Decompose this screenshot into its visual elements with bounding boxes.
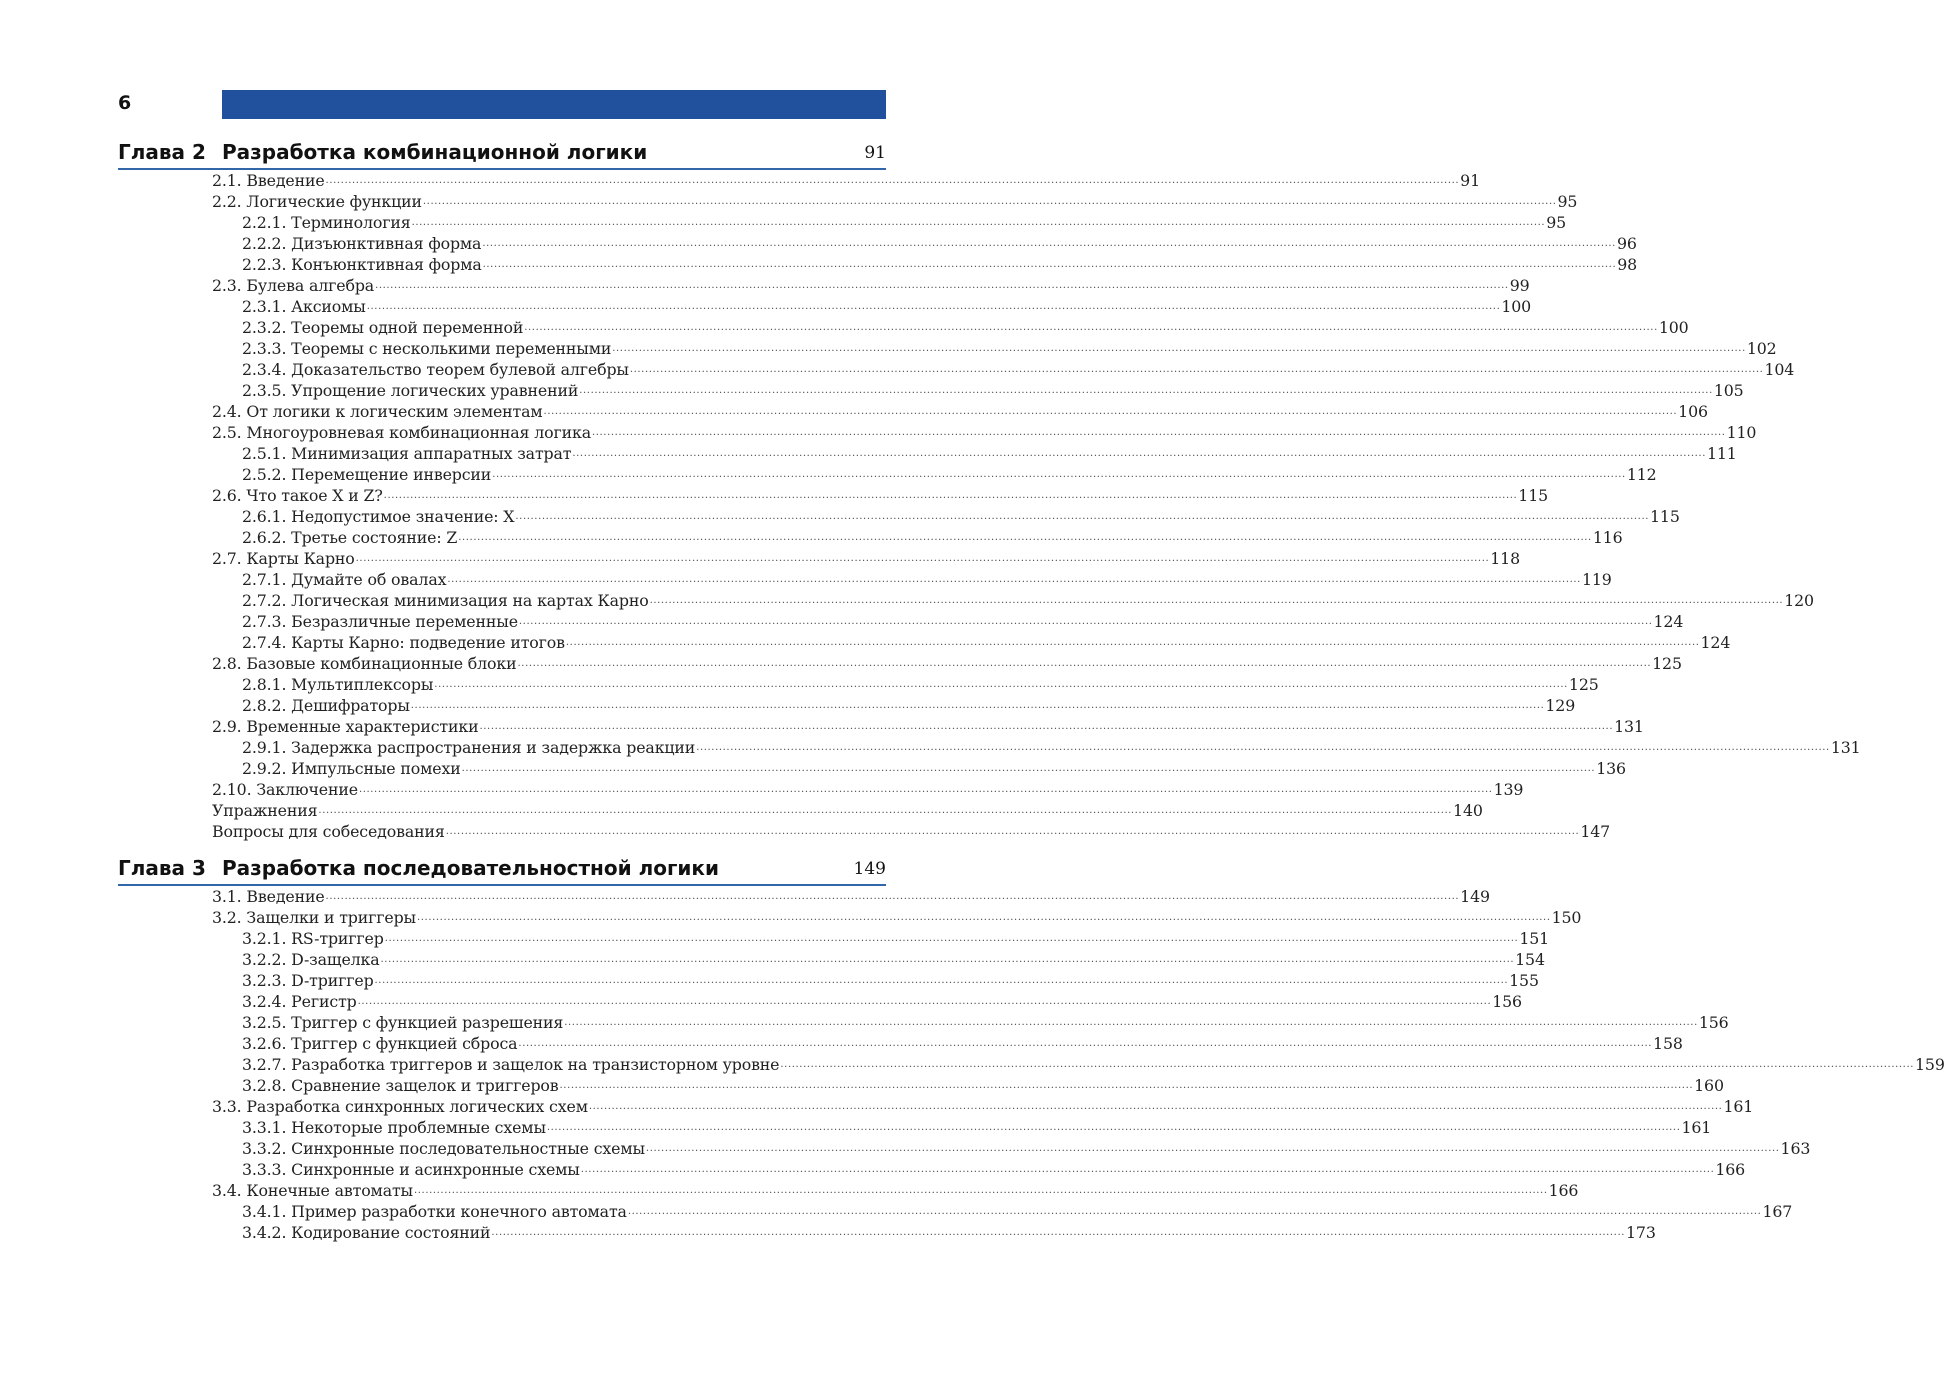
dot-leader: ............................................................................................................................................................................................................................................................................................................ bbox=[518, 1038, 1653, 1049]
toc-entry-title: 3.3. Разработка синхронных логических схем bbox=[212, 1097, 588, 1116]
toc-entry-title: 3.4.2. Кодирование состояний bbox=[242, 1223, 491, 1242]
header-bar bbox=[222, 90, 886, 119]
toc-entry-title: 2.3.5. Упрощение логических уравнений bbox=[242, 381, 579, 400]
dot-leader: ............................................................................................................................................................................................................................................................................................................ bbox=[518, 616, 1653, 627]
dot-leader: ............................................................................................................................................................................................................................................................................................................ bbox=[572, 448, 1706, 459]
dot-leader: ............................................................................................................................................................................................................................................................................................................ bbox=[479, 721, 1614, 732]
toc-entry-title: 2.7. Карты Карно bbox=[212, 549, 355, 568]
dot-leader: ............................................................................................................................................................................................................................................................................................................ bbox=[318, 805, 1453, 816]
toc-entry[interactable] bbox=[212, 800, 1483, 821]
toc-entry-page: 150 bbox=[1551, 908, 1582, 927]
dot-leader: ............................................................................................................................................................................................................................................................................................................ bbox=[411, 217, 1546, 228]
dot-leader: ............................................................................................................................................................................................................................................................................................................ bbox=[564, 1017, 1698, 1028]
toc-entry[interactable] bbox=[212, 1096, 1754, 1117]
toc-entry-page: 100 bbox=[1501, 297, 1532, 316]
toc-entry[interactable] bbox=[212, 380, 1744, 401]
dot-leader: ............................................................................................................................................................................................................................................................................................................ bbox=[565, 637, 1700, 648]
toc-entry-title: 2.2.2. Дизъюнктивная форма bbox=[242, 234, 482, 253]
toc-entry-title: 2.2. Логические функции bbox=[212, 192, 422, 211]
dot-leader: ............................................................................................................................................................................................................................................................................................................ bbox=[413, 1185, 1548, 1196]
toc-entry[interactable] bbox=[212, 695, 1576, 716]
toc-entry[interactable] bbox=[212, 485, 1548, 506]
dot-leader: ............................................................................................................................................................................................................................................................................................................ bbox=[491, 1227, 1626, 1238]
dot-leader: ............................................................................................................................................................................................................................................................................................................ bbox=[649, 595, 1784, 606]
toc-entry[interactable] bbox=[212, 991, 1522, 1012]
toc-entry-title: 2.6.2. Третье состояние: Z bbox=[242, 528, 458, 547]
toc-entry-title: 3.3.2. Синхронные последовательностные схемы bbox=[242, 1139, 645, 1158]
toc-entry-title: 3.4. Конечные автоматы bbox=[212, 1181, 413, 1200]
dot-leader: ............................................................................................................................................................................................................................................................................................................ bbox=[461, 763, 1596, 774]
chapter-title: Разработка комбинационной логики bbox=[222, 140, 648, 164]
dot-leader: ............................................................................................................................................................................................................................................................................................................ bbox=[612, 343, 1746, 354]
dot-leader: ............................................................................................................................................................................................................................................................................................................ bbox=[645, 1143, 1780, 1154]
chapter-label: Глава 2 bbox=[118, 140, 206, 164]
dot-leader: ............................................................................................................................................................................................................................................................................................................ bbox=[515, 511, 1650, 522]
toc-entry-title: 2.3.4. Доказательство теорем булевой алгебры bbox=[242, 360, 629, 379]
toc-entry-page: 115 bbox=[1650, 507, 1680, 526]
toc-entry[interactable] bbox=[212, 1012, 1729, 1033]
chapter-title: Разработка последовательностной логики bbox=[222, 856, 720, 880]
page-number: 6 bbox=[118, 92, 132, 114]
toc-entry-page: 166 bbox=[1715, 1160, 1746, 1179]
toc-entry-page: 139 bbox=[1493, 780, 1524, 799]
toc-entry-page: 102 bbox=[1746, 339, 1777, 358]
toc-entry-title: 3.1. Введение bbox=[212, 887, 325, 906]
toc-entry-title: 3.2.3. D-триггер bbox=[242, 971, 374, 990]
toc-entry[interactable] bbox=[212, 590, 1814, 611]
toc-entry[interactable] bbox=[212, 758, 1626, 779]
toc-entry[interactable] bbox=[212, 233, 1637, 254]
toc-entry-page: 119 bbox=[1581, 570, 1612, 589]
toc-entry[interactable] bbox=[212, 907, 1582, 928]
toc-entry-title: 3.2.4. Регистр bbox=[242, 992, 357, 1011]
dot-leader: ............................................................................................................................................................................................................................................................................................................ bbox=[366, 301, 1501, 312]
toc-entry-title: Вопросы для собеседования bbox=[212, 822, 445, 841]
toc-entry[interactable] bbox=[212, 737, 1861, 758]
dot-leader: ............................................................................................................................................................................................................................................................................................................ bbox=[410, 700, 1545, 711]
toc-entry[interactable] bbox=[212, 464, 1657, 485]
toc-entry[interactable] bbox=[212, 254, 1638, 275]
toc-entry[interactable] bbox=[212, 443, 1737, 464]
dot-leader: ............................................................................................................................................................................................................................................................................................................ bbox=[357, 996, 1492, 1007]
toc-entry-page: 159 bbox=[1915, 1055, 1945, 1074]
toc-entry-page: 98 bbox=[1617, 255, 1638, 274]
toc-entry-page: 100 bbox=[1658, 318, 1689, 337]
dot-leader: ............................................................................................................................................................................................................................................................................................................ bbox=[696, 742, 1830, 753]
dot-leader: ............................................................................................................................................................................................................................................................................................................ bbox=[422, 196, 1557, 207]
toc-entry[interactable] bbox=[212, 1117, 1712, 1138]
toc-entry[interactable] bbox=[212, 359, 1795, 380]
toc-entry[interactable] bbox=[212, 296, 1532, 317]
toc-entry-page: 124 bbox=[1653, 612, 1684, 631]
toc-entry-page: 105 bbox=[1713, 381, 1744, 400]
toc-entry-title: 3.2.6. Триггер с функцией сброса bbox=[242, 1034, 518, 1053]
toc-entry-page: 155 bbox=[1509, 971, 1539, 990]
toc-entry-title: 2.3.1. Аксиомы bbox=[242, 297, 366, 316]
toc-entry[interactable] bbox=[212, 170, 1480, 191]
toc-entry[interactable] bbox=[212, 1159, 1746, 1180]
toc-entry-page: 120 bbox=[1784, 591, 1814, 610]
toc-entry-page: 124 bbox=[1700, 633, 1731, 652]
chapter-heading[interactable] bbox=[118, 856, 886, 886]
toc-entry-page: 158 bbox=[1653, 1034, 1683, 1053]
toc-entry-title: 2.7.1. Думайте об овалах bbox=[242, 570, 447, 589]
dot-leader: ............................................................................................................................................................................................................................................................................................................ bbox=[383, 490, 1518, 501]
toc-list-chapter-3 bbox=[212, 886, 1945, 1243]
toc-entry-page: 149 bbox=[1460, 887, 1490, 906]
toc-entry-title: 2.2.3. Конъюнктивная форма bbox=[242, 255, 482, 274]
toc-entry[interactable] bbox=[212, 317, 1689, 338]
toc-entry-title: 2.10. Заключение bbox=[212, 780, 358, 799]
toc-entry-title: Упражнения bbox=[212, 801, 318, 820]
toc-entry-page: 125 bbox=[1652, 654, 1682, 673]
dot-leader: ............................................................................................................................................................................................................................................................................................................ bbox=[580, 1164, 1715, 1175]
toc-entry-title: 3.2.1. RS-триггер bbox=[242, 929, 384, 948]
toc-entry-title: 2.8.2. Дешифраторы bbox=[242, 696, 410, 715]
toc-entry[interactable] bbox=[212, 1138, 1811, 1159]
toc-entry-title: 3.4.1. Пример разработки конечного автомата bbox=[242, 1202, 627, 1221]
toc-entry-title: 2.8. Базовые комбинационные блоки bbox=[212, 654, 517, 673]
chapter-label: Глава 3 bbox=[118, 856, 206, 880]
toc-entry[interactable] bbox=[212, 716, 1644, 737]
dot-leader: ............................................................................................................................................................................................................................................................................................................ bbox=[355, 553, 1490, 564]
toc-entry-title: 3.3.3. Синхронные и асинхронные схемы bbox=[242, 1160, 580, 1179]
dot-leader: ............................................................................................................................................................................................................................................................................................................ bbox=[447, 574, 1581, 585]
toc-entry-title: 2.5.2. Перемещение инверсии bbox=[242, 465, 492, 484]
toc-entry-page: 160 bbox=[1694, 1076, 1724, 1095]
toc-entry-title: 2.9. Временные характеристики bbox=[212, 717, 479, 736]
toc-entry[interactable] bbox=[212, 674, 1599, 695]
toc-entry[interactable] bbox=[212, 632, 1731, 653]
dot-leader: ............................................................................................................................................................................................................................................................................................................ bbox=[434, 679, 1568, 690]
toc-entry-title: 3.2.8. Сравнение защелок и триггеров bbox=[242, 1076, 559, 1095]
toc-entry-page: 151 bbox=[1519, 929, 1550, 948]
toc-entry-page: 156 bbox=[1698, 1013, 1729, 1032]
dot-leader: ............................................................................................................................................................................................................................................................................................................ bbox=[375, 280, 1509, 291]
toc-entry-page: 167 bbox=[1762, 1202, 1793, 1221]
toc-entry-page: 95 bbox=[1546, 213, 1566, 232]
toc-entry-title: 2.4. От логики к логическим элементам bbox=[212, 402, 543, 421]
dot-leader: ............................................................................................................................................................................................................................................................................................................ bbox=[482, 259, 1617, 270]
toc-entry[interactable] bbox=[212, 1180, 1579, 1201]
toc-entry[interactable] bbox=[212, 928, 1550, 949]
toc-entry[interactable] bbox=[212, 527, 1623, 548]
toc-entry-title: 2.3.2. Теоремы одной переменной bbox=[242, 318, 524, 337]
toc-entry-page: 173 bbox=[1626, 1223, 1656, 1242]
toc-entry-page: 99 bbox=[1509, 276, 1530, 295]
toc-entry-page: 104 bbox=[1764, 360, 1795, 379]
toc-entry[interactable] bbox=[212, 548, 1520, 569]
toc-entry[interactable] bbox=[212, 338, 1777, 359]
toc-entry-title: 3.2.5. Триггер с функцией разрешения bbox=[242, 1013, 564, 1032]
toc-entry-title: 2.8.1. Мультиплексоры bbox=[242, 675, 434, 694]
dot-leader: ............................................................................................................................................................................................................................................................................................................ bbox=[492, 469, 1626, 480]
dot-leader: ............................................................................................................................................................................................................................................................................................................ bbox=[780, 1059, 1915, 1070]
toc-entry[interactable] bbox=[212, 506, 1680, 527]
toc-entry[interactable] bbox=[212, 422, 1757, 443]
toc-entry-page: 125 bbox=[1568, 675, 1599, 694]
toc-entry-page: 161 bbox=[1681, 1118, 1712, 1137]
toc-entry[interactable] bbox=[212, 821, 1611, 842]
dot-leader: ............................................................................................................................................................................................................................................................................................................ bbox=[579, 385, 1713, 396]
toc-entry[interactable] bbox=[212, 401, 1708, 422]
toc-entry-title: 3.2.2. D-защелка bbox=[242, 950, 380, 969]
toc-entry-title: 3.2.7. Разработка триггеров и защелок на транзисторном уровне bbox=[242, 1055, 780, 1074]
toc-entry-title: 3.3.1. Некоторые проблемные схемы bbox=[242, 1118, 546, 1137]
dot-leader: ............................................................................................................................................................................................................................................................................................................ bbox=[325, 175, 1460, 186]
toc-entry-page: 147 bbox=[1580, 822, 1611, 841]
toc-entry-page: 118 bbox=[1490, 549, 1520, 568]
toc-entry-page: 129 bbox=[1545, 696, 1576, 715]
toc-entry-title: 2.6. Что такое X и Z? bbox=[212, 486, 383, 505]
toc-entry-page: 91 bbox=[1460, 171, 1480, 190]
toc-entry-page: 112 bbox=[1626, 465, 1657, 484]
dot-leader: ............................................................................................................................................................................................................................................................................................................ bbox=[380, 954, 1515, 965]
toc-entry[interactable] bbox=[212, 1222, 1656, 1243]
dot-leader: ............................................................................................................................................................................................................................................................................................................ bbox=[445, 826, 1580, 837]
dot-leader: ............................................................................................................................................................................................................................................................................................................ bbox=[417, 912, 1551, 923]
toc-entry-title: 2.6.1. Недопустимое значение: X bbox=[242, 507, 515, 526]
dot-leader: ............................................................................................................................................................................................................................................................................................................ bbox=[325, 891, 1460, 902]
chapter-page: 149 bbox=[853, 859, 886, 879]
toc-entry-title: 2.5. Многоуровневая комбинационная логика bbox=[212, 423, 591, 442]
dot-leader: ............................................................................................................................................................................................................................................................................................................ bbox=[546, 1122, 1681, 1133]
toc-entry-title: 2.2.1. Терминология bbox=[242, 213, 411, 232]
dot-leader: ............................................................................................................................................................................................................................................................................................................ bbox=[458, 532, 1592, 543]
toc-entry-page: 136 bbox=[1596, 759, 1626, 778]
toc-entry-page: 110 bbox=[1726, 423, 1757, 442]
toc-entry[interactable] bbox=[212, 886, 1490, 907]
chapter-page: 91 bbox=[864, 143, 886, 163]
toc-entry-page: 115 bbox=[1518, 486, 1548, 505]
dot-leader: ............................................................................................................................................................................................................................................................................................................ bbox=[374, 975, 1509, 986]
toc-entry-title: 2.7.2. Логическая минимизация на картах Карно bbox=[242, 591, 649, 610]
toc-entry-page: 95 bbox=[1557, 192, 1578, 211]
toc-entry[interactable] bbox=[212, 191, 1578, 212]
toc-entry-title: 2.3.3. Теоремы с несколькими переменными bbox=[242, 339, 612, 358]
toc-list-chapter-2 bbox=[212, 170, 1861, 842]
toc-entry[interactable] bbox=[212, 1075, 1724, 1096]
toc-entry-page: 131 bbox=[1614, 717, 1644, 736]
toc-entry-page: 161 bbox=[1723, 1097, 1754, 1116]
toc-entry[interactable] bbox=[212, 212, 1566, 233]
toc-entry-title: 2.5.1. Минимизация аппаратных затрат bbox=[242, 444, 572, 463]
dot-leader: ............................................................................................................................................................................................................................................................................................................ bbox=[482, 238, 1616, 249]
dot-leader: ............................................................................................................................................................................................................................................................................................................ bbox=[588, 1101, 1723, 1112]
dot-leader: ............................................................................................................................................................................................................................................................................................................ bbox=[559, 1080, 1694, 1091]
toc-entry-page: 106 bbox=[1678, 402, 1708, 421]
toc-entry[interactable] bbox=[212, 949, 1545, 970]
dot-leader: ............................................................................................................................................................................................................................................................................................................ bbox=[543, 406, 1678, 417]
toc-entry-title: 2.1. Введение bbox=[212, 171, 325, 190]
toc-entry-title: 2.3. Булева алгебра bbox=[212, 276, 375, 295]
toc-entry-page: 140 bbox=[1453, 801, 1483, 820]
toc-entry[interactable] bbox=[212, 569, 1612, 590]
toc-entry-page: 156 bbox=[1492, 992, 1522, 1011]
toc-entry-title: 2.9.1. Задержка распространения и задержка реакции bbox=[242, 738, 696, 757]
dot-leader: ............................................................................................................................................................................................................................................................................................................ bbox=[384, 933, 1519, 944]
toc-entry-page: 111 bbox=[1706, 444, 1737, 463]
toc-entry[interactable] bbox=[212, 1033, 1683, 1054]
toc-entry-title: 3.2. Защелки и триггеры bbox=[212, 908, 416, 927]
toc-entry[interactable] bbox=[212, 970, 1539, 991]
toc-entry[interactable] bbox=[212, 275, 1530, 296]
toc-entry-page: 154 bbox=[1515, 950, 1545, 969]
dot-leader: ............................................................................................................................................................................................................................................................................................................ bbox=[517, 658, 1652, 669]
toc-entry-page: 131 bbox=[1830, 738, 1861, 757]
toc-entry-title: 2.7.3. Безразличные переменные bbox=[242, 612, 518, 631]
toc-entry-page: 166 bbox=[1548, 1181, 1579, 1200]
chapter-heading[interactable] bbox=[118, 140, 886, 170]
toc-entry-title: 2.9.2. Импульсные помехи bbox=[242, 759, 461, 778]
toc-entry[interactable] bbox=[212, 779, 1524, 800]
dot-leader: ............................................................................................................................................................................................................................................................................................................ bbox=[358, 784, 1493, 795]
dot-leader: ............................................................................................................................................................................................................................................................................................................ bbox=[629, 364, 1764, 375]
toc-entry-title: 2.7.4. Карты Карно: подведение итогов bbox=[242, 633, 565, 652]
dot-leader: ............................................................................................................................................................................................................................................................................................................ bbox=[524, 322, 1658, 333]
toc-entry-page: 96 bbox=[1616, 234, 1637, 253]
toc-entry[interactable] bbox=[212, 611, 1684, 632]
dot-leader: ............................................................................................................................................................................................................................................................................................................ bbox=[591, 427, 1726, 438]
toc-entry[interactable] bbox=[212, 1201, 1793, 1222]
toc-entry-page: 163 bbox=[1780, 1139, 1811, 1158]
dot-leader: ............................................................................................................................................................................................................................................................................................................ bbox=[627, 1206, 1762, 1217]
toc-entry[interactable] bbox=[212, 1054, 1945, 1075]
toc-entry-page: 116 bbox=[1592, 528, 1623, 547]
toc-entry[interactable] bbox=[212, 653, 1682, 674]
